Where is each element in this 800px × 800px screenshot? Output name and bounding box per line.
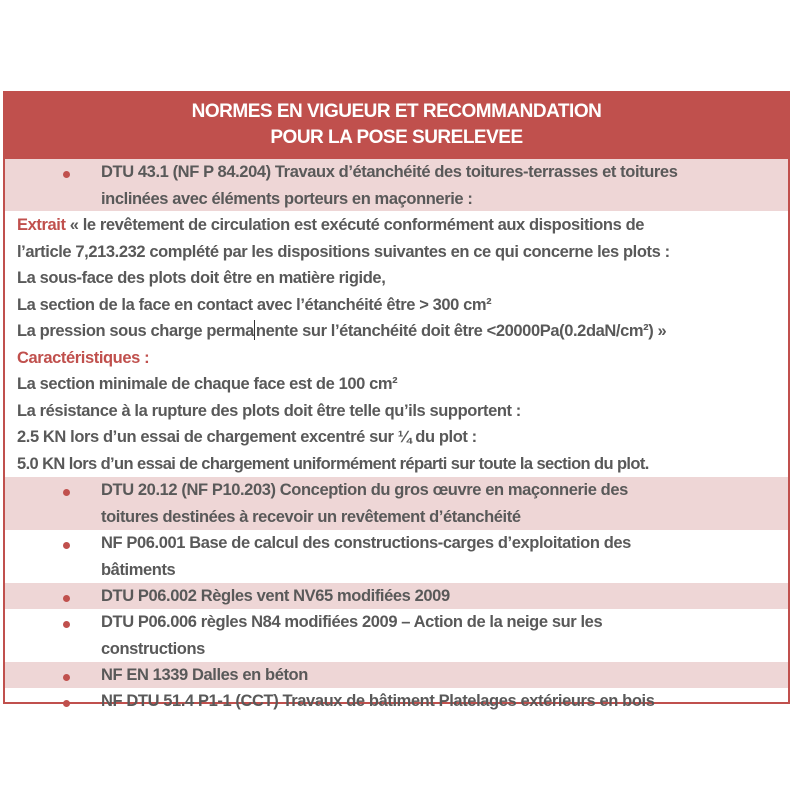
list-item [5, 688, 788, 714]
list-item-dtu-43-1 [5, 159, 788, 211]
characteristics-line: La résistance à la rupture des plots doit être telle qu’ils supportent : [17, 401, 521, 420]
item-text-line2: bâtiments [101, 560, 176, 579]
table-header [5, 93, 788, 159]
extract-label: Extrait [17, 216, 66, 234]
extract-line5[interactable] [17, 318, 788, 345]
extract-line2: l’article 7,213.232 complété par les dispositions suivantes en ce qui concerne les plots : [17, 242, 670, 261]
extract-line4: La section de la face en contact avec l’étanchéité être > 300 cm² [17, 295, 492, 314]
item-text-line2: toitures destinées à recevoir un revêtement d’étanchéité [101, 507, 521, 526]
extract-line5-b: nente sur l’étanchéité doit être <20000Pa(0.2daN/cm²) » [255, 322, 667, 340]
list-item [5, 609, 788, 662]
header-title-line2: POUR LA POSE SURELEVEE [270, 127, 523, 148]
item-text-line1: NF DTU 51.4 P1-1 (CCT) Travaux de bâtiment Platelages extérieurs en bois [101, 692, 655, 710]
bullet-dot-icon [63, 621, 70, 628]
item-text-line1: DTU P06.002 Règles vent NV65 modifiées 2009 [101, 587, 450, 605]
item-text-line2: constructions [101, 639, 205, 658]
characteristics-line: La section minimale de chaque face est de 100 cm² [17, 375, 398, 393]
extract-line5-a: La pression sous charge perma [17, 322, 254, 340]
list-item [5, 583, 788, 609]
item-text-line1: DTU P06.006 règles N84 modifiées 2009 – Action de la neige sur les [101, 613, 603, 631]
header-title-line1: NORMES EN VIGUEUR ET RECOMMANDATION [191, 101, 602, 122]
extract-block [5, 211, 788, 477]
characteristics-label: Caractéristiques : [17, 348, 150, 367]
extract-line1 [17, 212, 788, 239]
bullet-dot-icon [63, 542, 70, 549]
item-text-line1: DTU 20.12 (NF P10.203) Conception du gros œuvre en maçonnerie des [101, 481, 628, 499]
bullet-dot-icon [63, 674, 70, 681]
bullet-dot-icon [63, 700, 70, 707]
list-item [5, 530, 788, 583]
list-item [5, 477, 788, 530]
extract-line1-text: « le revêtement de circulation est exécuté conformément aux dispositions de [65, 216, 645, 234]
characteristics-line: 2.5 KN lors d’un essai de chargement excentré sur ¼ du plot : [17, 428, 477, 446]
characteristics-line: 5.0 KN lors d’un essai de chargement uniformément réparti sur toute la section du plot. [17, 454, 649, 473]
standards-table [3, 91, 790, 710]
item-text-line1: DTU 43.1 (NF P 84.204) Travaux d’étanchéité des toitures-terrasses et toitures [101, 163, 678, 181]
bullet-dot-icon [63, 595, 70, 602]
item-text-line1: NF P06.001 Base de calcul des constructions-carges d’exploitation des [101, 534, 631, 552]
extract-line3: La sous-face des plots doit être en matière rigide, [17, 269, 386, 287]
item-text-line2: inclinées avec éléments porteurs en maçonnerie : [101, 189, 473, 208]
bullet-dot-icon [63, 171, 70, 178]
bullet-dot-icon [63, 489, 70, 496]
item-text-line1: NF EN 1339 Dalles en béton [101, 666, 308, 684]
list-item [5, 662, 788, 688]
